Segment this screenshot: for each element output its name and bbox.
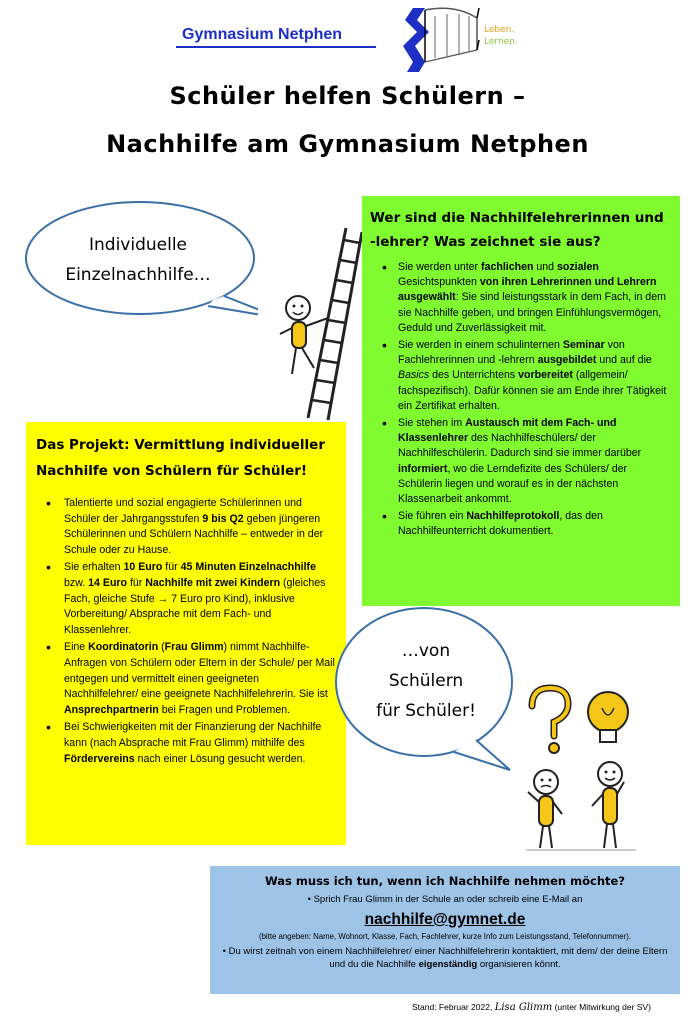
bubble-left-line1: Individuelle [88,235,187,255]
footer-suffix: (unter Mitwirkung der SV) [554,1002,651,1012]
teachers-list [370,260,672,540]
bubble-right-line2: Schülern [388,671,464,691]
footer-stand [412,1002,651,1013]
page-title-line1: Schüler helfen Schülern – [169,82,526,110]
teachers-heading: Wer sind die Nachhilfelehrerinnen und -lehrer? Was zeichnet sie aus? [370,210,664,250]
contact-step-1: • Sprich Frau Glimm in der Schule an oder schreib eine E-Mail an [220,893,670,906]
list-item: • Sie führen ein Nachhilfeprotokoll, das den Nachhilfeunterricht dokumentiert. [398,509,672,539]
question-and-idea-figures-illustration [506,682,646,852]
bubble-left-line2: Einzelnachhilfe… [65,265,211,285]
bubble-right-line1: …von [401,641,451,661]
list-item: • Sie werden in einem schulinternen Seminar von Fachlehrerinnen und -lehrern ausgebildet und auf die Basics des Unterrichtens vorbereitet (allgemein/ fachspezifisch). Dafür können sie am Ende ihrer Tätigkeit ein Zertifikat erhalten. [398,338,672,414]
footer-author: Lisa Glimm [494,1002,553,1013]
contact-email-link[interactable]: nachhilfe@gymnet.de [364,911,526,928]
school-name: Gymnasium Netphen [182,26,343,43]
project-list [36,496,336,767]
contact-note: (bitte angeben: Name, Wohnort, Klasse, Fach, Fachlehrer, kurze Info zum Leistungsstand, Telefonnummer). [259,932,631,941]
contact-box [210,866,680,994]
project-info-box [26,422,346,845]
motto-leben: Leben. [484,25,515,35]
footer-date: Stand: Februar 2022, [412,1002,493,1012]
bubble-right-text [340,636,512,726]
teachers-info-box [362,196,680,606]
list-item: • Sie stehen im Austausch mit dem Fach- und Klassenlehrer des Nachhilfeschülers/ der Nachhilfeschülerin. Dadurch sind sie immer darüber informiert, wo die Lerndefizite des Schülers/ der Schülerin liegen und worauf es in der nächsten Klassenarbeit ankommt. [398,416,672,507]
school-motto [484,24,518,48]
bubble-left-text [40,230,236,290]
list-item: • Bei Schwierigkeiten mit der Finanzierung der Nachhilfe kann (nach Absprache mit Frau Glimm) mithilfe des Fördervereins nach einer Lösung gesucht werden. [64,720,336,767]
project-heading: Das Projekt: Vermittlung individueller Nachhilfe von Schülern für Schüler! [36,437,325,479]
bubble-right-line3: für Schüler! [376,701,476,721]
contact-step-2: • Du wirst zeitnah von einem Nachhilfelehrer/ einer Nachhilfelehrerin kontaktiert, mit dem/ der deine Eltern und du die Nachhilfe eigenständig organisieren könnt. [222,946,668,970]
ladder-stick-figure-illustration [262,222,362,422]
list-item: • Sie werden unter fachlichen und sozialen Gesichtspunkten von ihren Lehrerinnen und Lehrern ausgewählt: Sie sind leistungsstark in dem Fach, in dem sie Nachhilfe geben, und bringen Einfühlungsvermögen, Geduld und Zuverlässigkeit mit. [398,260,672,336]
list-item: • Talentierte und sozial engagierte Schülerinnen und Schüler der Jahrgangsstufen 9 bis Q2 geben jüngeren Schülerinnen und Schülern Nachhilfe – entweder in der Schule oder zu Hause. [64,496,336,558]
contact-heading: Was muss ich tun, wenn ich Nachhilfe nehmen möchte? [265,874,625,888]
motto-lernen: Lernen. [484,37,518,47]
page-title-line2: Nachhilfe am Gymnasium Netphen [106,130,589,158]
list-item: • Eine Koordinatorin (Frau Glimm) nimmt Nachhilfe-Anfragen von Schülern oder Eltern in der Schule/ per Mail entgegen und vermittelt einen geeigneten Nachhilfelehrer/ eine geeignete Nachhilfelehrerin. Sie ist Ansprechpartnerin bei Fragen und Problemen. [64,640,336,718]
list-item: • Sie erhalten 10 Euro für 45 Minuten Einzelnachhilfe bzw. 14 Euro für Nachhilfe mit zwei Kindern (gleiches Fach, gleiche Stufe → 7 Euro pro Kind), inklusive Vorbereitung/ Absprache mit dem Fach- und Klassenlehrer. [64,560,336,638]
school-name-underline [176,46,376,48]
